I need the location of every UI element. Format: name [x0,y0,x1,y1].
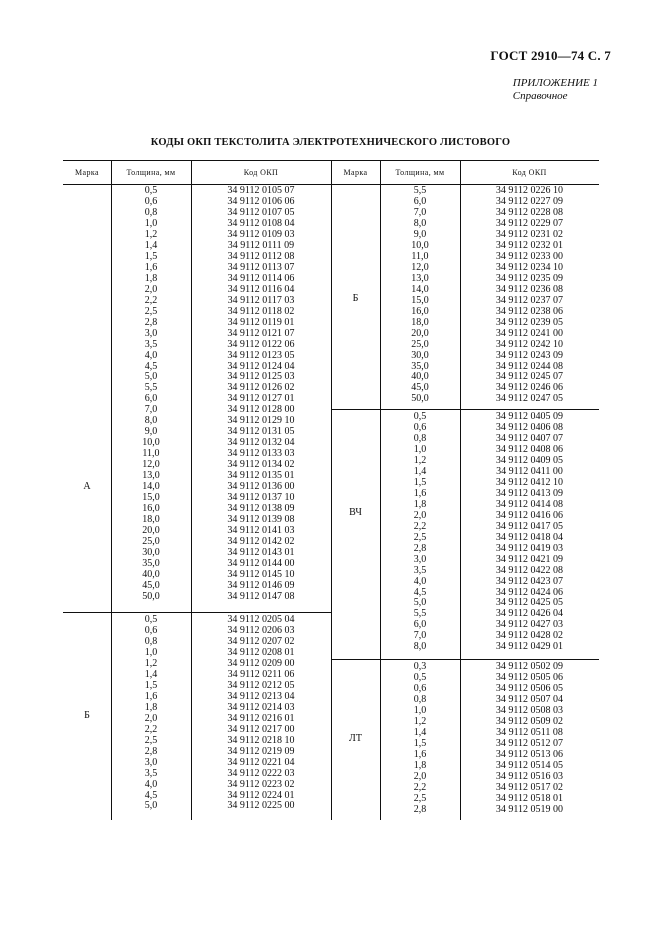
thickness-cell: 18,0 [142,514,160,526]
grade-label: Б [84,710,90,721]
thickness-column [111,185,191,602]
thickness-cell: 1,5 [413,476,427,488]
thickness-cell: 4,5 [413,586,427,598]
okp-code-cell: 34 9112 0221 04 [227,756,295,768]
code-column [460,185,599,404]
thickness-column [380,185,460,404]
okp-code-cell: 34 9112 0241 00 [495,327,564,339]
okp-code-cell: 34 9112 0225 00 [227,800,295,812]
thickness-cell: 1,5 [413,737,427,749]
thickness-cell: 1,8 [144,272,158,284]
okp-code-cell: 34 9112 0245 07 [495,371,564,383]
okp-code-cell: 34 9112 0427 03 [495,619,564,631]
okp-code-cell: 34 9112 0109 03 [227,228,295,240]
right-group-separator-2 [331,659,599,660]
thickness-cell: 0,8 [144,635,158,647]
thickness-cell: 0,6 [144,624,158,636]
okp-code-cell: 34 9112 0425 05 [495,597,564,609]
okp-code-cell: 34 9112 0428 02 [495,630,564,642]
thickness-cell: 1,4 [144,239,158,251]
okp-code-cell: 34 9112 0516 03 [495,770,564,782]
okp-code-cell: 34 9112 0405 09 [495,411,564,422]
okp-code-cell: 34 9112 0419 03 [495,542,564,554]
okp-code-cell: 34 9112 0237 07 [495,294,564,306]
okp-code-cell: 34 9112 0407 07 [495,432,564,444]
thickness-cell: 1,0 [413,704,427,716]
thickness-cell: 2,5 [144,305,158,317]
thickness-column [111,614,191,811]
okp-code-cell: 34 9112 0145 10 [227,568,295,580]
okp-code-cell: 34 9112 0223 02 [227,778,295,790]
thickness-cell: 3,0 [413,553,427,565]
okp-code-cell: 34 9112 0229 07 [495,217,564,229]
thickness-cell: 45,0 [411,382,429,394]
thickness-cell: 1,4 [413,726,427,738]
appendix-label: ПРИЛОЖЕНИЕ 1 [512,77,598,89]
okp-code-cell: 34 9112 0246 06 [495,382,564,394]
thickness-cell: 1,2 [413,715,427,727]
thickness-cell: 5,0 [144,371,158,383]
grade-label: ЛТ [349,733,362,744]
thickness-cell: 1,2 [144,228,158,240]
left-group-separator [63,612,331,613]
thickness-cell: 0,5 [413,671,427,683]
thickness-cell: 11,0 [142,448,160,460]
thickness-cell: 7,0 [413,630,427,642]
thickness-cell: 3,0 [144,756,158,768]
okp-code-cell: 34 9112 0118 02 [227,305,295,317]
thickness-cell: 14,0 [142,481,160,493]
thickness-cell: 3,5 [413,564,427,576]
thickness-cell: 2,0 [413,509,427,521]
okp-code-cell: 34 9112 0119 01 [227,316,295,328]
okp-code-cell: 34 9112 0226 10 [495,185,564,196]
okp-code-cell: 34 9112 0106 06 [227,195,295,207]
okp-code-cell: 34 9112 0107 05 [227,206,295,218]
okp-code-cell: 34 9112 0511 08 [496,726,563,738]
thickness-cell: 0,8 [413,432,427,444]
col-header-thickness-right: Толщина, мм [395,168,445,177]
okp-code-cell: 34 9112 0218 10 [227,734,295,746]
okp-code-cell: 34 9112 0236 08 [495,283,564,295]
thickness-cell: 0,5 [413,411,427,422]
code-column [460,661,599,815]
okp-code-cell: 34 9112 0128 00 [227,404,295,416]
thickness-cell: 8,0 [413,641,427,653]
okp-code-cell: 34 9112 0411 00 [496,465,563,477]
thickness-cell: 1,4 [413,465,427,477]
okp-code-cell: 34 9112 0123 05 [227,349,295,361]
okp-code-cell: 34 9112 0416 06 [495,509,564,521]
okp-code-cell: 34 9112 0418 04 [495,531,564,543]
document-reference: ГОСТ 2910—74 С. 7 [490,48,611,63]
thickness-cell: 8,0 [144,415,158,427]
thickness-cell: 12,0 [411,261,429,273]
okp-code-cell: 34 9112 0126 02 [227,382,295,394]
okp-code-cell: 34 9112 0144 00 [227,557,295,569]
thickness-cell: 2,8 [144,745,158,757]
okp-code-cell: 34 9112 0222 03 [227,767,295,779]
appendix-heading [513,77,598,103]
okp-code-cell: 34 9112 0426 04 [495,608,564,620]
okp-code-cell: 34 9112 0422 08 [495,564,564,576]
thickness-cell: 5,0 [413,597,427,609]
thickness-cell: 10,0 [411,239,429,251]
thickness-cell: 35,0 [142,557,160,569]
thickness-cell: 1,0 [144,217,158,229]
okp-code-cell: 34 9112 0108 04 [227,217,295,229]
thickness-cell: 30,0 [142,546,160,558]
thickness-cell: 30,0 [411,349,429,361]
okp-code-cell: 34 9112 0507 04 [495,693,564,705]
thickness-column [380,661,460,815]
thickness-cell: 12,0 [142,459,160,471]
col-header-thickness-left: Толщина, мм [126,168,176,177]
okp-code-cell: 34 9112 0408 06 [495,443,564,455]
thickness-cell: 0,6 [413,421,427,433]
okp-code-cell: 34 9112 0105 07 [227,185,295,196]
thickness-cell: 20,0 [411,327,429,339]
okp-code-cell: 34 9112 0138 09 [227,503,295,515]
okp-code-cell: 34 9112 0127 01 [227,393,295,405]
thickness-cell: 1,8 [144,701,158,713]
thickness-cell: 1,6 [413,748,427,760]
thickness-cell: 4,0 [413,575,427,587]
thickness-cell: 0,5 [144,185,158,196]
okp-code-cell: 34 9112 0243 09 [495,349,564,361]
thickness-cell: 2,0 [144,712,158,724]
thickness-cell: 5,0 [144,800,158,812]
okp-code-cell: 34 9112 0132 04 [227,437,295,449]
okp-code-cell: 34 9112 0121 07 [227,327,295,339]
col-header-grade-left: Марка [75,168,99,177]
okp-code-cell: 34 9112 0235 09 [495,272,564,284]
okp-code-cell: 34 9112 0509 02 [495,715,564,727]
thickness-cell: 1,8 [413,759,427,771]
okp-code-cell: 34 9112 0429 01 [495,641,564,653]
okp-code-cell: 34 9112 0129 10 [227,415,295,427]
thickness-cell: 2,5 [413,792,427,804]
thickness-cell: 3,5 [144,767,158,779]
okp-code-cell: 34 9112 0125 03 [227,371,295,383]
thickness-column [380,411,460,652]
thickness-cell: 4,5 [144,360,158,372]
okp-code-cell: 34 9112 0519 00 [495,803,564,815]
okp-code-cell: 34 9112 0518 01 [495,792,564,804]
thickness-cell: 2,5 [144,734,158,746]
thickness-cell: 2,2 [413,520,427,532]
thickness-cell: 1,5 [144,250,158,262]
code-column [191,185,331,602]
thickness-cell: 18,0 [411,316,429,328]
thickness-cell: 2,8 [413,542,427,554]
thickness-cell: 9,0 [413,228,427,240]
thickness-cell: 2,0 [413,770,427,782]
thickness-cell: 20,0 [142,525,160,537]
okp-code-cell: 34 9112 0228 08 [495,206,564,218]
okp-code-cell: 34 9112 0234 10 [495,261,564,273]
thickness-cell: 6,0 [413,195,427,207]
okp-code-cell: 34 9112 0143 01 [227,546,295,558]
okp-code-cell: 34 9112 0147 08 [227,590,295,602]
thickness-cell: 1,5 [144,679,158,691]
okp-code-cell: 34 9112 0406 08 [495,421,564,433]
okp-code-cell: 34 9112 0111 09 [227,239,295,251]
okp-code-cell: 34 9112 0139 08 [227,514,295,526]
thickness-cell: 2,0 [144,283,158,295]
table-title: КОДЫ ОКП ТЕКСТОЛИТА ЭЛЕКТРОТЕХНИЧЕСКОГО ЛИСТОВОГО [150,137,511,148]
thickness-cell: 0,8 [413,693,427,705]
thickness-cell: 5,5 [413,608,427,620]
okp-code-cell: 34 9112 0216 01 [227,712,295,724]
thickness-cell: 0,8 [144,206,158,218]
okp-code-cell: 34 9112 0114 06 [227,272,295,284]
okp-code-cell: 34 9112 0409 05 [495,454,564,466]
thickness-cell: 1,2 [413,454,427,466]
thickness-cell: 9,0 [144,426,158,438]
code-column [191,614,331,811]
thickness-cell: 6,0 [144,393,158,405]
okp-code-cell: 34 9112 0117 03 [227,294,295,306]
okp-code-cell: 34 9112 0502 09 [495,661,564,672]
okp-code-cell: 34 9112 0212 05 [227,679,295,691]
okp-code-cell: 34 9112 0517 02 [495,781,564,793]
thickness-cell: 3,5 [144,338,158,350]
okp-code-cell: 34 9112 0421 09 [495,553,564,565]
thickness-cell: 0,6 [413,682,427,694]
thickness-cell: 2,2 [413,781,427,793]
okp-code-cell: 34 9112 0122 06 [227,338,295,350]
thickness-cell: 35,0 [411,360,429,372]
thickness-cell: 0,5 [144,614,158,625]
thickness-cell: 40,0 [142,568,160,580]
thickness-cell: 1,6 [413,487,427,499]
thickness-cell: 1,8 [413,498,427,510]
thickness-cell: 25,0 [411,338,429,350]
okp-code-cell: 34 9112 0423 07 [495,575,564,587]
okp-code-cell: 34 9112 0136 00 [227,481,295,493]
thickness-cell: 14,0 [411,283,429,295]
thickness-cell: 7,0 [144,404,158,416]
okp-code-cell: 34 9112 0213 04 [227,690,295,702]
okp-code-cell: 34 9112 0217 00 [227,723,295,735]
okp-code-cell: 34 9112 0417 05 [495,520,564,532]
okp-code-cell: 34 9112 0112 08 [227,250,295,262]
thickness-cell: 4,0 [144,778,158,790]
okp-code-cell: 34 9112 0412 10 [495,476,564,488]
col-header-code-right: Код ОКП [512,168,547,177]
okp-code-cell: 34 9112 0232 01 [495,239,564,251]
thickness-cell: 13,0 [411,272,429,284]
thickness-cell: 15,0 [411,294,429,306]
okp-code-cell: 34 9112 0424 06 [495,586,564,598]
thickness-cell: 1,0 [144,646,158,658]
okp-code-cell: 34 9112 0146 09 [227,579,295,591]
okp-code-cell: 34 9112 0211 06 [227,668,295,680]
okp-code-cell: 34 9112 0113 07 [227,261,295,273]
okp-code-cell: 34 9112 0142 02 [227,536,295,547]
grade-label: ВЧ [349,507,362,518]
appendix-note: Справочное [512,90,568,102]
thickness-cell: 1,6 [144,261,158,273]
okp-code-cell: 34 9112 0133 03 [227,448,295,460]
okp-code-cell: 34 9112 0233 00 [495,250,564,262]
okp-code-cell: 34 9112 0238 06 [495,305,564,317]
grade-label: Б [352,293,359,304]
okp-code-cell: 34 9112 0219 09 [227,745,295,757]
thickness-cell: 7,0 [413,206,427,218]
okp-code-cell: 34 9112 0135 01 [227,470,295,482]
okp-code-cell: 34 9112 0242 10 [495,338,564,350]
grade-label: А [83,481,91,492]
thickness-cell: 16,0 [142,503,160,515]
okp-code-cell: 34 9112 0244 08 [495,360,564,372]
thickness-cell: 2,8 [413,803,427,815]
okp-code-cell: 34 9112 0413 09 [495,487,564,499]
thickness-cell: 45,0 [142,579,160,591]
okp-code-cell: 34 9112 0207 02 [227,635,295,647]
thickness-cell: 2,5 [413,531,427,543]
code-column [460,411,599,652]
okp-code-cell: 34 9112 0205 04 [227,614,295,625]
thickness-cell: 0,3 [413,661,427,672]
okp-code-cell: 34 9112 0206 03 [227,624,295,636]
divider-center [331,160,332,820]
thickness-cell: 1,2 [144,657,158,669]
okp-code-cell: 34 9112 0214 03 [227,701,295,713]
okp-code-cell: 34 9112 0247 05 [495,393,564,405]
thickness-cell: 6,0 [413,619,427,631]
okp-code-cell: 34 9112 0137 10 [227,492,295,504]
okp-code-cell: 34 9112 0508 03 [495,704,564,716]
col-header-grade-right: Марка [343,168,368,177]
thickness-cell: 50,0 [142,590,160,602]
okp-code-cell: 34 9112 0116 04 [227,283,295,295]
okp-code-cell: 34 9112 0505 06 [495,671,564,683]
col-header-code-left: Код ОКП [243,168,279,177]
okp-code-cell: 34 9112 0239 05 [495,316,564,328]
thickness-cell: 16,0 [411,305,429,317]
thickness-cell: 2,8 [144,316,158,328]
thickness-cell: 50,0 [411,393,429,405]
thickness-cell: 15,0 [142,492,160,504]
okp-code-cell: 34 9112 0514 05 [495,759,564,771]
thickness-cell: 25,0 [142,536,160,547]
thickness-cell: 2,2 [144,723,158,735]
okp-code-cell: 34 9112 0124 04 [227,360,295,372]
okp-code-cell: 34 9112 0208 01 [227,646,295,658]
thickness-cell: 40,0 [411,371,429,383]
thickness-cell: 4,5 [144,789,158,801]
right-group-separator-1 [331,409,599,410]
thickness-cell: 2,2 [144,294,158,306]
thickness-cell: 11,0 [411,250,429,262]
okp-code-cell: 34 9112 0134 02 [227,459,295,471]
thickness-cell: 13,0 [142,470,160,482]
thickness-cell: 3,0 [144,327,158,339]
okp-code-cell: 34 9112 0131 05 [227,426,295,438]
thickness-cell: 5,5 [413,185,427,196]
thickness-cell: 4,0 [144,349,158,361]
okp-code-cell: 34 9112 0512 07 [495,737,564,749]
okp-code-cell: 34 9112 0513 06 [495,748,564,760]
okp-code-cell: 34 9112 0209 00 [227,657,295,669]
okp-code-cell: 34 9112 0414 08 [495,498,564,510]
thickness-cell: 5,5 [144,382,158,394]
okp-code-cell: 34 9112 0227 09 [495,195,564,207]
thickness-cell: 10,0 [142,437,160,449]
okp-code-cell: 34 9112 0506 05 [495,682,564,694]
okp-code-cell: 34 9112 0141 03 [227,525,295,537]
thickness-cell: 8,0 [413,217,427,229]
thickness-cell: 1,4 [144,668,158,680]
thickness-cell: 1,6 [144,690,158,702]
okp-code-cell: 34 9112 0224 01 [227,789,295,801]
thickness-cell: 1,0 [413,443,427,455]
thickness-cell: 0,6 [144,195,158,207]
okp-code-cell: 34 9112 0231 02 [495,228,564,240]
